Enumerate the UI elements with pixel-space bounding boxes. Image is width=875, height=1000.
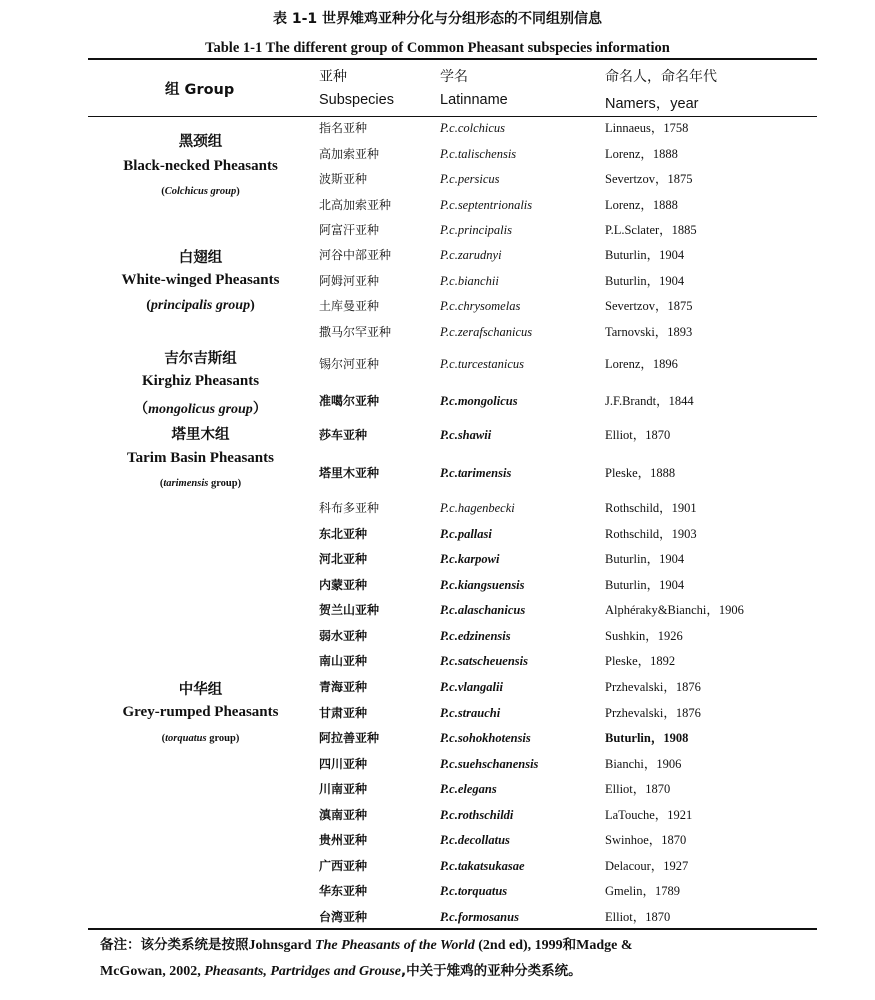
row-latin-name: P.c.pallasi: [440, 527, 492, 541]
group-name-english: Black-necked Pheasants: [123, 158, 278, 174]
row-namer-year: Swinhoe，1870: [605, 833, 687, 847]
table-top-rule: [88, 58, 817, 60]
row-namer-year: Lorenz，1888: [605, 198, 678, 212]
row-latin-name: P.c.zerafschanicus: [440, 325, 533, 339]
row-latin-name: P.c.suehschanensis: [440, 757, 539, 771]
row-namer-year: Pleske，1888: [605, 466, 676, 480]
row-subspecies: 贺兰山亚种: [319, 603, 380, 617]
row-subspecies: 准噶尔亚种: [319, 394, 380, 408]
row-namer-year: J.F.Brandt，1844: [605, 394, 694, 408]
row-namer-year: Alphéraky&Bianchi，1906: [605, 603, 744, 617]
row-namer-year: P.L.Sclater，1885: [605, 223, 697, 237]
row-subspecies: 高加索亚种: [319, 147, 380, 161]
row-subspecies: 东北亚种: [319, 527, 368, 541]
row-latin-name: P.c.septentrionalis: [440, 198, 533, 212]
row-subspecies: 科布多亚种: [319, 501, 380, 515]
group-name-chinese: 黑颈组: [178, 134, 223, 150]
row-latin-name: P.c.colchicus: [440, 121, 506, 135]
row-subspecies: 锡尔河亚种: [319, 357, 380, 371]
row-namer-year: Sushkin，1926: [605, 629, 683, 643]
group-name-chinese: 塔里木组: [171, 427, 230, 443]
row-namer-year: Buturlin，1904: [605, 552, 685, 566]
row-subspecies: 莎车亚种: [319, 428, 368, 442]
row-latin-name: P.c.turcestanicus: [440, 357, 525, 371]
row-latin-name: P.c.takatsukasae: [440, 859, 525, 873]
row-namer-year: Linnaeus，1758: [605, 121, 689, 135]
group-latin-name: (torquatus group): [161, 733, 240, 744]
row-latin-name: P.c.elegans: [440, 782, 497, 796]
row-subspecies: 川南亚种: [319, 782, 368, 796]
row-latin-name: P.c.mongolicus: [440, 394, 518, 408]
header-namers-chinese: 命名人，命名年代: [605, 69, 717, 85]
row-latin-name: P.c.principalis: [440, 223, 512, 237]
header-latin-english: Latinname: [440, 92, 508, 108]
row-latin-name: P.c.decollatus: [440, 833, 510, 847]
row-namer-year: Elliot，1870: [605, 782, 671, 796]
header-subspecies-chinese: 亚种: [319, 69, 347, 85]
group-name-english: Tarim Basin Pheasants: [127, 450, 274, 466]
row-subspecies: 阿富汗亚种: [319, 223, 380, 237]
row-subspecies: 滇南亚种: [319, 808, 368, 822]
row-subspecies: 弱水亚种: [319, 629, 368, 643]
group-name-english: Kirghiz Pheasants: [141, 373, 260, 389]
row-namer-year: Elliot，1870: [605, 910, 671, 924]
row-latin-name: P.c.tarimensis: [440, 466, 512, 480]
row-latin-name: P.c.zarudnyi: [440, 248, 502, 262]
row-namer-year: Tarnovski，1893: [605, 325, 693, 339]
group-latin-name: （mongolicus group）: [134, 402, 267, 417]
row-latin-name: P.c.formosanus: [440, 910, 519, 924]
header-subspecies-english: Subspecies: [319, 92, 394, 108]
row-namer-year: Buturlin，1904: [605, 274, 685, 288]
row-latin-name: P.c.torquatus: [440, 884, 508, 898]
row-namer-year: Elliot，1870: [605, 428, 671, 442]
row-subspecies: 塔里木亚种: [319, 466, 380, 480]
group-latin-name: (Colchicus group): [161, 186, 240, 197]
row-subspecies: 台湾亚种: [319, 910, 368, 924]
row-latin-name: P.c.rothschildi: [440, 808, 514, 822]
row-subspecies: 贵州亚种: [319, 833, 368, 847]
row-subspecies: 阿拉善亚种: [319, 731, 380, 745]
header-namers-english: Namers，year: [605, 96, 699, 112]
row-subspecies: 内蒙亚种: [319, 578, 368, 592]
group-name-english: White-winged Pheasants: [121, 272, 280, 288]
row-subspecies: 河谷中部亚种: [319, 248, 392, 262]
row-namer-year: Lorenz，1896: [605, 357, 678, 371]
row-subspecies: 撒马尔罕亚种: [319, 325, 392, 339]
row-latin-name: P.c.alaschanicus: [440, 603, 526, 617]
row-latin-name: P.c.shawii: [440, 428, 492, 442]
group-name-chinese: 吉尔吉斯组: [164, 351, 237, 367]
row-namer-year: Severtzov，1875: [605, 299, 693, 313]
row-latin-name: P.c.satscheuensis: [440, 654, 528, 668]
row-namer-year: Przhevalski，1876: [605, 680, 701, 694]
row-namer-year: Pleske，1892: [605, 654, 676, 668]
row-namer-year: Lorenz，1888: [605, 147, 678, 161]
footnote-line-1: 备注：该分类系统是按照Johnsgard The Pheasants of the World (2nd ed), 1999和Madge &: [100, 937, 633, 953]
row-namer-year: Buturlin，1904: [605, 248, 685, 262]
row-subspecies: 广西亚种: [319, 859, 368, 873]
row-namer-year: Severtzov，1875: [605, 172, 693, 186]
row-namer-year: Buturlin，1904: [605, 578, 685, 592]
row-latin-name: P.c.hagenbecki: [440, 501, 515, 515]
row-namer-year: Bianchi，1906: [605, 757, 682, 771]
row-latin-name: P.c.sohokhotensis: [440, 731, 531, 745]
header-group: 组 Group: [165, 82, 235, 98]
header-latin-chinese: 学名: [440, 69, 468, 85]
group-latin-name: (tarimensis group): [159, 478, 242, 489]
row-namer-year: Rothschild，1903: [605, 527, 697, 541]
row-latin-name: P.c.kiangsuensis: [440, 578, 525, 592]
row-latin-name: P.c.strauchi: [440, 706, 501, 720]
row-namer-year: Delacour，1927: [605, 859, 689, 873]
row-latin-name: P.c.karpowi: [440, 552, 500, 566]
table-title-chinese: 表 1-1 世界雉鸡亚种分化与分组形态的不同组别信息: [272, 11, 603, 27]
row-namer-year: LaTouche，1921: [605, 808, 693, 822]
row-namer-year: Przhevalski，1876: [605, 706, 701, 720]
row-subspecies: 河北亚种: [319, 552, 368, 566]
row-subspecies: 阿姆河亚种: [319, 274, 380, 288]
row-subspecies: 华东亚种: [319, 884, 368, 898]
group-name-english: Grey-rumped Pheasants: [122, 704, 279, 720]
row-subspecies: 指名亚种: [319, 121, 368, 135]
row-namer-year: Rothschild，1901: [605, 501, 697, 515]
group-latin-name: (principalis group): [146, 298, 255, 313]
row-subspecies: 南山亚种: [319, 654, 368, 668]
header-bottom-rule: [88, 116, 817, 117]
row-subspecies: 北高加索亚种: [319, 198, 392, 212]
row-subspecies: 四川亚种: [319, 757, 368, 771]
row-subspecies: 波斯亚种: [319, 172, 368, 186]
row-namer-year: Gmelin，1789: [605, 884, 680, 898]
row-latin-name: P.c.edzinensis: [440, 629, 511, 643]
row-latin-name: P.c.persicus: [440, 172, 500, 186]
row-subspecies: 甘肃亚种: [319, 706, 368, 720]
table-bottom-rule: [88, 928, 817, 930]
row-latin-name: P.c.vlangalii: [440, 680, 503, 694]
table-title-english: Table 1-1 The different group of Common Pheasant subspecies information: [205, 40, 670, 56]
footnote-line-2: McGowan, 2002, Pheasants, Partridges and Grouse,中关于雉鸡的亚种分类系统。: [100, 963, 582, 979]
row-subspecies: 土库曼亚种: [319, 299, 380, 313]
row-subspecies: 青海亚种: [319, 680, 368, 694]
row-namer-year: Buturlin，1908: [605, 731, 689, 745]
group-name-chinese: 白翅组: [178, 250, 223, 266]
row-latin-name: P.c.talischensis: [440, 147, 517, 161]
row-latin-name: P.c.bianchii: [440, 274, 499, 288]
row-latin-name: P.c.chrysomelas: [440, 299, 521, 313]
group-name-chinese: 中华组: [178, 682, 223, 698]
